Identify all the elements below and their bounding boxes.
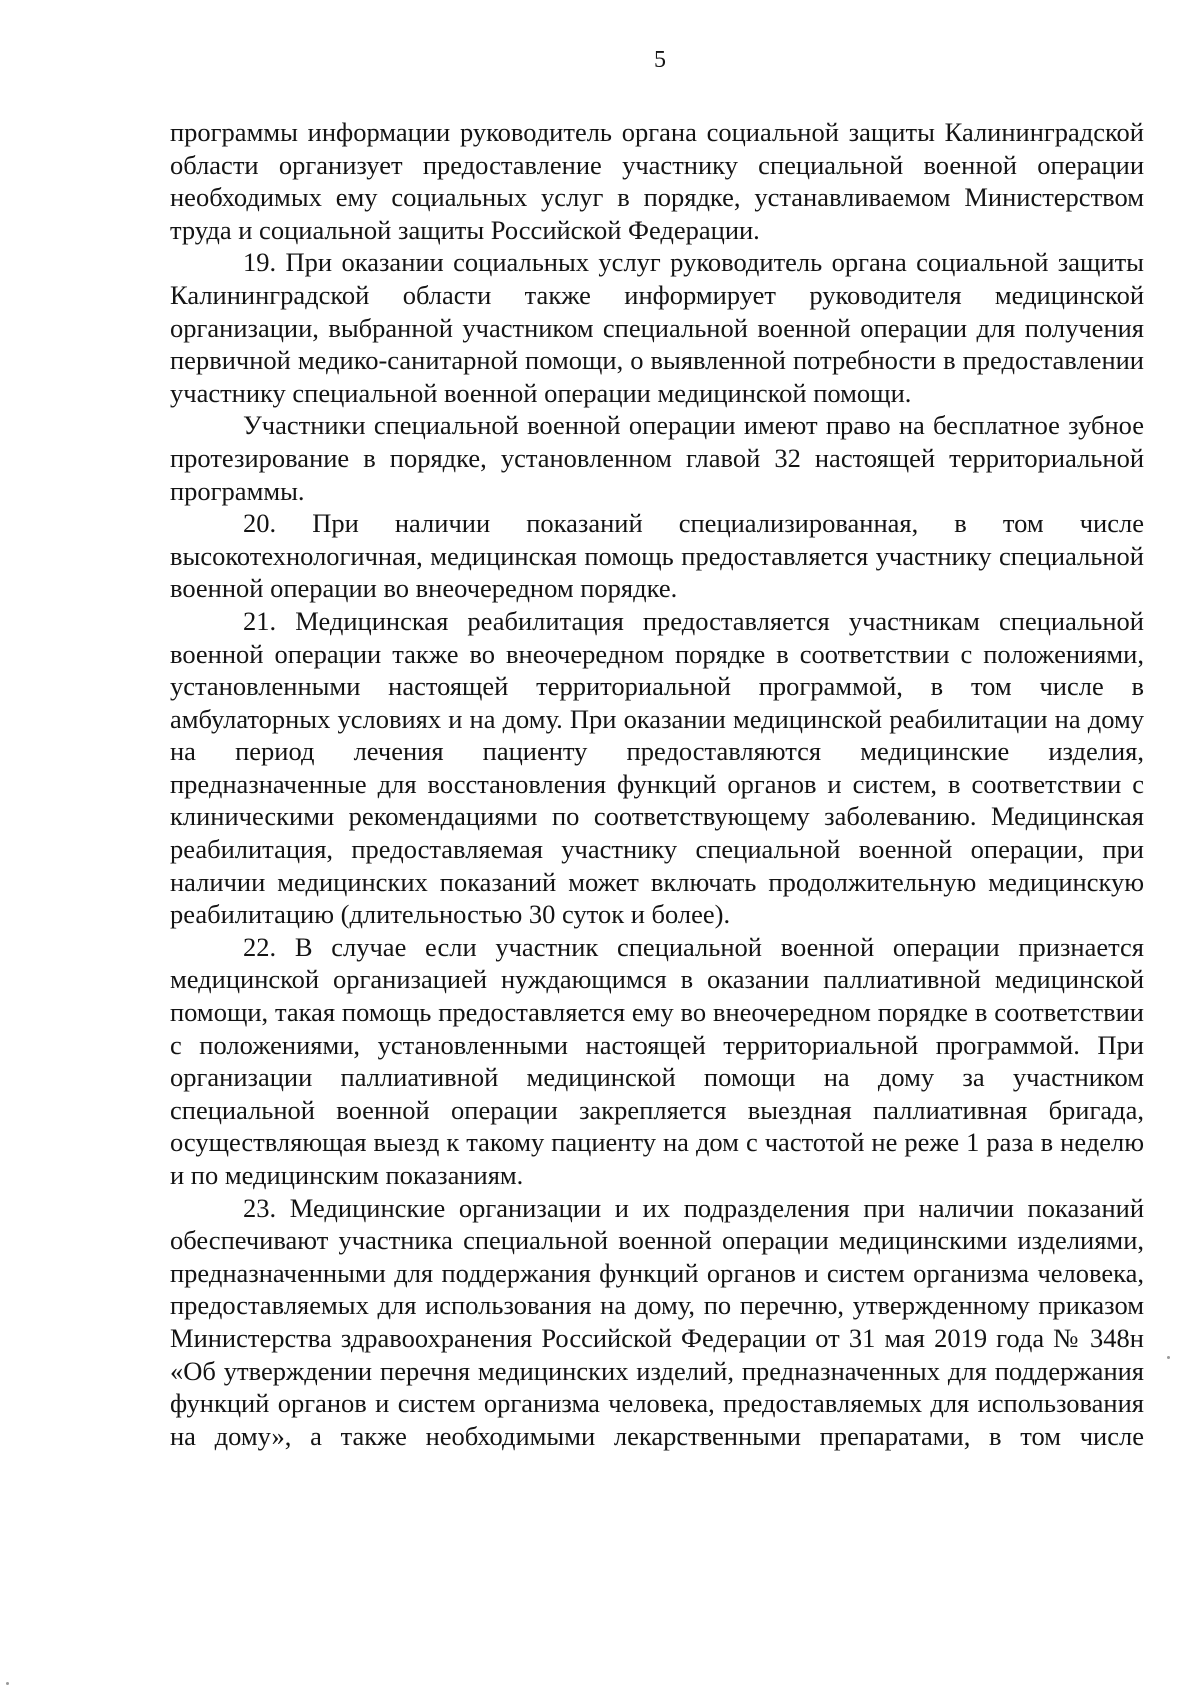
paragraph-23: 23. Медицинские организации и их подразделения при наличии показаний обеспечивают участника специальной военной операции медицинскими изделиями, предназначенными для поддержания функций органов и систем организма человека, предоставляемых для использования на дому, по перечню, утвержденному приказом Министерства здравоохранения Российской Федерации от 31 мая 2019 года № 348н «Об утверждении перечня медицинских изделий, предназначенных для поддержания функций органов и систем организма человека, предоставляемых для использования на дому», а также необходимыми лекарственными препаратами, в том числе [170,1192,1144,1451]
document-body [170,116,1144,1452]
scan-speck [6,1682,9,1685]
paragraph-21: 21. Медицинская реабилитация предоставляется участникам специальной военной операции также во внеочередном порядке в соответствии с положениями, установленными настоящей территориальной программой, в том числе в амбулаторных условиях и на дому. При оказании медицинской реабилитации на дому на период лечения пациенту предоставляются медицинские изделия, предназначенные для восстановления функций органов и систем, в соответствии с клиническими рекомендациями по соответствующему заболеванию. Медицинская реабилитация, предоставляемая участнику специальной военной операции, при наличии медицинских показаний может включать продолжительную медицинскую реабилитацию (длительностью 30 суток и более). [170,605,1144,930]
paragraph-22: 22. В случае если участник специальной военной операции признается медицинской организацией нуждающимся в оказании паллиативной медицинской помощи, такая помощь предоставляется ему во внеочередном порядке в соответствии с положениями, установленными настоящей территориальной программой. При организации паллиативной медицинской помощи на дому за участником специальной военной операции закрепляется выездная паллиативная бригада, осуществляющая выезд к такому пациенту на дом с частотой не реже 1 раза в неделю и по медицинским показаниям. [170,931,1144,1190]
page-number: 5 [654,47,666,73]
paragraph-19: 19. При оказании социальных услуг руководитель органа социальной защиты Калининградской области также информирует руководителя медицинской организации, выбранной участником специальной военной операции для получения первичной медико-санитарной помощи, о выявленной потребности в предоставлении участнику специальной военной операции медицинской помощи. [170,247,1144,408]
scan-speck [1167,1356,1170,1359]
paragraph-continuation: программы информации руководитель органа социальной защиты Калининградской области организует предоставление участнику специальной военной операции необходимых ему социальных услуг в порядке, устанавливаемом Министерством труда и социальной защиты Российской Федерации. [170,117,1144,245]
paragraph-dental-prosthetics: Участники специальной военной операции имеют право на бесплатное зубное протезирование в порядке, установленном главой 32 настоящей территориальной программы. [170,410,1144,506]
paragraph-20: 20. При наличии показаний специализированная, в том числе высокотехнологичная, медицинская помощь предоставляется участнику специальной военной операции во внеочередном порядке. [170,508,1144,604]
